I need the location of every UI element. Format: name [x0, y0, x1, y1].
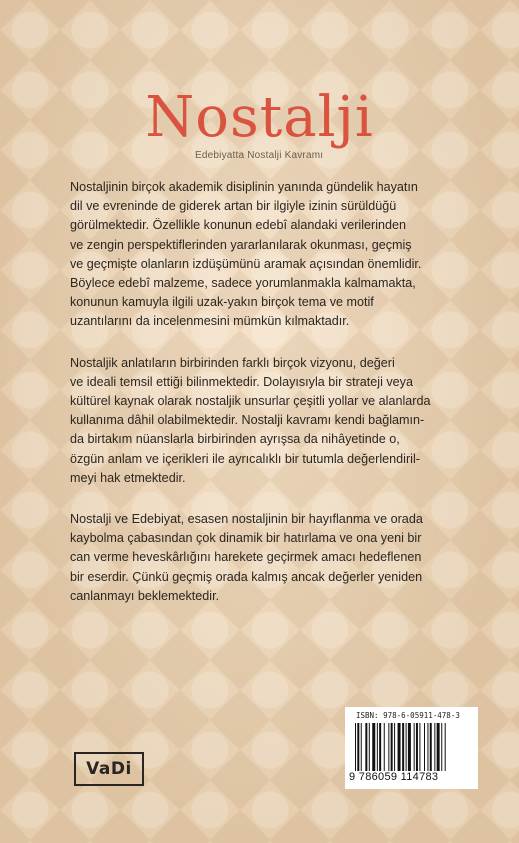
blurb-line: ve ideali temsil ettiği bilinmektedir. Dolayısıyla bir strateji veya	[70, 374, 413, 389]
blurb-line: canlanmayı beklemektedir.	[70, 588, 220, 603]
blurb-line: kaybolma çabasından çok dinamik bir hatırlama ve ona yeni bir	[70, 531, 422, 546]
blurb-line: görülmektedir. Özellikle konunun edebî alandaki verilerinden	[70, 218, 407, 233]
isbn-label: ISBN: 978-6-05911-478-3	[356, 711, 460, 720]
blurb-paragraph-1	[70, 178, 480, 332]
barcode-bar	[384, 723, 385, 771]
barcode-bar	[372, 723, 375, 771]
barcode-bar	[394, 723, 395, 771]
blurb-line: Nostalji ve Edebiyat, esasen nostaljinin bir hayıflanma ve orada	[70, 512, 423, 527]
barcode-bar	[379, 723, 381, 771]
blurb-line: Nostaljik anlatıların birbirinden farklı birçok vizyonu, değeri	[70, 355, 395, 370]
barcode-bar	[414, 723, 415, 771]
blurb-paragraph-3	[70, 510, 480, 606]
barcode-bar	[419, 723, 420, 771]
blurb-line: ve zengin perspektiflerinden yararlanılarak okunması, geçmiş	[70, 237, 412, 252]
blurb-line: meyi hak etmektedir.	[70, 470, 186, 485]
blurb-line: kullanıma dâhil olabilmektedir. Nostalji kavramı kendi bağlamın-	[70, 413, 425, 428]
barcode-bar	[361, 723, 362, 771]
blurb-line: uzantılarını da incelenmesini mümkün kılmaktadır.	[70, 314, 350, 329]
blurb-line: kültürel kaynak olarak nostaljik unsurlar çeşitli yollar ve alanlarda	[70, 394, 431, 409]
blurb-line: konunun kamuyla ilgili uzak-yakın birçok tema ve motif	[70, 295, 374, 310]
barcode-bar	[398, 723, 401, 771]
barcode-bar	[430, 723, 432, 771]
barcode	[355, 723, 473, 771]
blurb-line: ve geçmişte olanların izdüşümünü aramak açısından önemlidir.	[70, 256, 422, 271]
barcode-bar	[416, 723, 418, 771]
barcode-bar	[402, 723, 404, 771]
blurb-line: Nostaljinin birçok akademik disiplinin yanında gündelik hayatın	[70, 180, 418, 194]
barcode-bar	[424, 723, 425, 771]
book-subtitle: Edebiyatta Nostalji Kavramı	[195, 150, 324, 161]
barcode-bar	[434, 723, 435, 771]
book-title: Nostalji	[145, 85, 374, 150]
barcode-bar	[427, 723, 428, 771]
barcode-bar	[365, 723, 367, 771]
barcode-bar	[441, 723, 442, 771]
barcode-bar	[357, 723, 359, 771]
blurb-line: can verme heveskârlığını harekete geçirmek amacı hedeflenen	[70, 550, 422, 565]
blurb-text	[70, 178, 480, 628]
barcode-bar	[355, 723, 356, 771]
barcode-bar	[445, 723, 446, 771]
isbn-digits: 9 786059 114783	[349, 771, 439, 783]
barcode-bar	[388, 723, 389, 771]
publisher-logo: VaDi	[74, 752, 144, 786]
barcode-bar	[377, 723, 378, 771]
barcode-bar	[391, 723, 393, 771]
blurb-line: özgün anlam ve içerikleri ile ayrıcalıklı bir tutumla değerlendiril-	[70, 451, 420, 466]
barcode-bar	[408, 723, 411, 771]
barcode-bar	[369, 723, 370, 771]
blurb-line: da birtakım nüanslarla birbirinden ayrışsa da nihâyetinde o,	[70, 432, 400, 447]
barcode-bar	[437, 723, 440, 771]
blurb-line: Böylece edebî malzeme, sadece yorumlanmakla kalmamakta,	[70, 276, 416, 291]
barcode-bar	[406, 723, 407, 771]
blurb-paragraph-2	[70, 354, 480, 488]
barcode-label	[345, 707, 478, 789]
blurb-line: bir eserdir. Çünkü geçmiş orada kalmış ancak değerler yeniden	[70, 569, 423, 584]
blurb-line: dil ve evreninde de giderek artan bir ilgiyle izinin sürüldüğü	[70, 199, 397, 214]
